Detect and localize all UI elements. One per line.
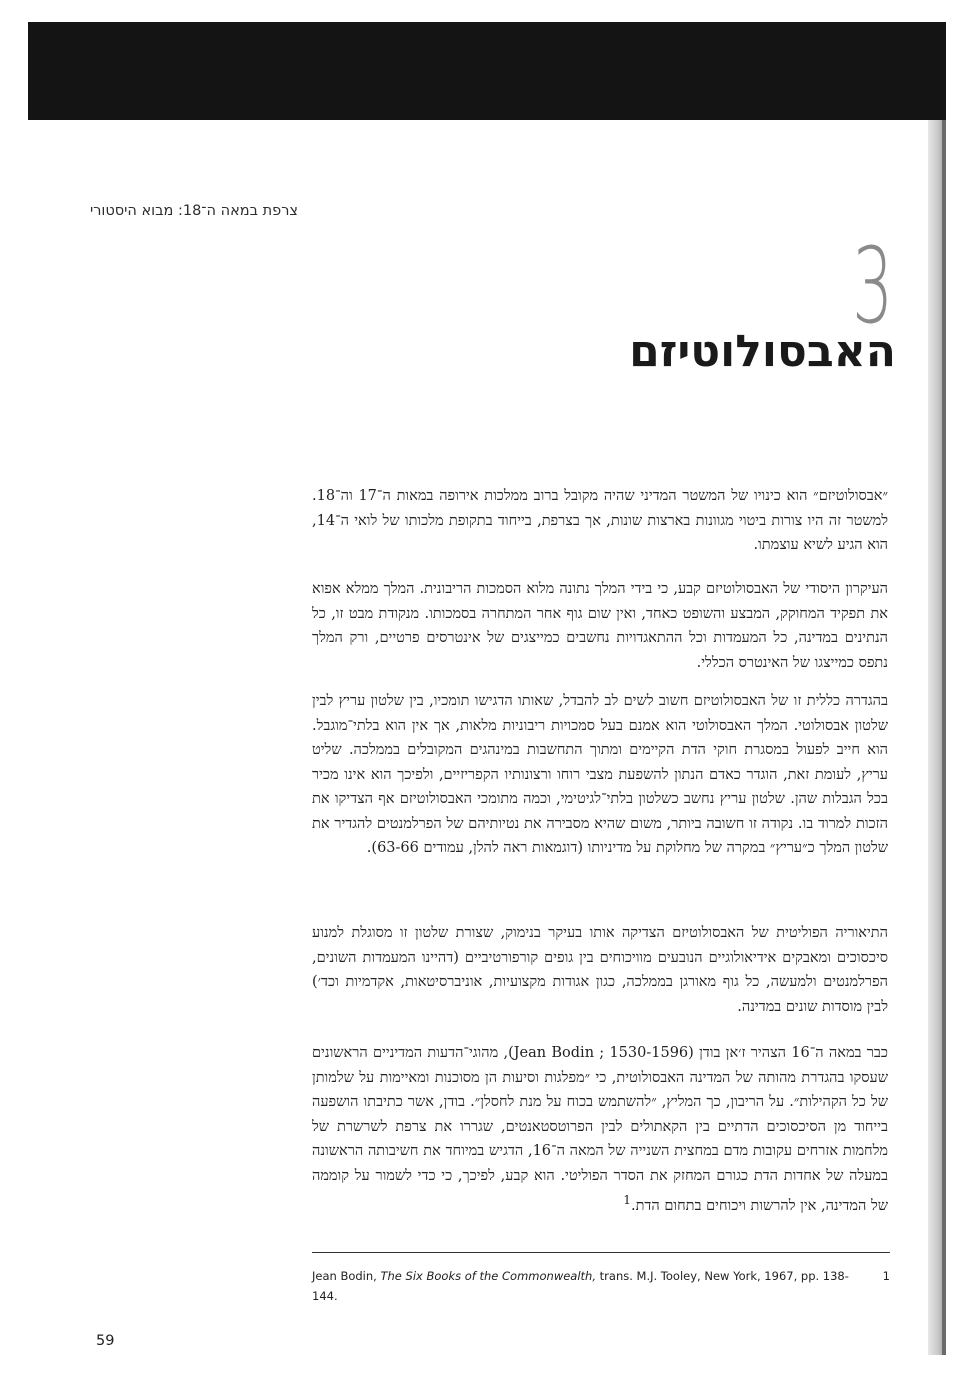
paragraph-text: ״אבסולוטיזם״ הוא כינויו של המשטר המדיני שהיה מקובל ברוב ממלכות אירופה במאות ה־17 וה־18. למשטר זה היו צורות ביטוי מגוונות בארצות שונות, אך בצרפת, בייחוד בתקופת מלכותו של לואי ה־14, הוא הגיע לשיא עוצמתו. bbox=[312, 488, 888, 553]
paragraph-text bbox=[312, 1041, 888, 1218]
paragraph-5-text: כבר במאה ה־16 הצהיר ז׳אן בודן (Jean Bodin ; 1530-1596), מהוגי־הדעות המדיניים הראשונים שעסקו בהגדרת מהותה של המדינה האבסולוטית, כי ״מפלגות וסיעות הן מסוכנות ומאיימות על שלמותן של כל הקהילות״. על הריבון, כך המליץ, ״להשתמש בכוח על מנת לחסלן״. בודן, אשר כתיבתו הושפעה בייחוד מן הסיכסוכים הדתיים בין הקאתולים לבין הפרוטסטאנטים, שגררו את צרפת לשרשרת של מלחמות אזרחים עקובות מדם במחצית השנייה של המאה ה־16, הדגיש במיוחד את חשיבותה הראשונה במעלה של אחדות הדת כגורם המחזק את הסדר הפוליטי. הוא קבע, לפיכך, כי כדי לשמור על קוממה של המדינה, אין להרשות ויכוחים בתחום הדת. bbox=[312, 1045, 889, 1214]
paragraph-1 bbox=[312, 484, 888, 558]
paragraph-text: בהגדרה כללית זו של האבסולוטיזם חשוב לשים לב להבדל, שאותו הדגישו תומכיו, בין שלטון עריץ לבין שלטון אבסולוטי. המלך האבסולוטי הוא אמנם בעל סמכויות ריבוניות מלאות, אך אין הוא בלתי־מוגבל. הוא חייב לפעול במסגרת חוקי הדת הקיימים ומתוך התחשבות במינהגים המקובלים בממלכה. שליט עריץ, לעומת זאת, הוגדר כאדם הנתון להשפעת מצבי רוחו ורצונותיו הקפריזיים, ולפיכך הוא אינו מכיר בכל הגבלות שהן. שלטון עריץ נחשב כשלטון בלתי־לגיטימי, וכמה מתומכי האבסולוטיזם אף הצדיקו את הזכות למרוד בו. נקודה זו חשובה ביותר, משום שהיא מסבירה את נטיותיהם של הפרלמנטים להגדיר את שלטון המלך כ״עריץ״ במקרה של מחלוקת על מדיניותו (דוגמאות ראה להלן, עמודים 63-66). bbox=[312, 693, 888, 856]
footnote-rest: trans. M.J. Tooley, New York, 1967, pp. 138-144. bbox=[312, 1269, 849, 1303]
paragraph-2 bbox=[312, 577, 888, 675]
running-head: צרפת במאה ה־18: מבוא היסטורי bbox=[89, 203, 298, 219]
footnote-text bbox=[312, 1266, 890, 1306]
footnote-number: 1 bbox=[882, 1269, 890, 1283]
footnote-author: Jean Bodin, bbox=[312, 1269, 377, 1283]
chapter-title: האבסולוטיזם bbox=[629, 326, 896, 377]
paragraph-4 bbox=[312, 921, 888, 1019]
footnote-book-title: The Six Books of the Commonwealth, bbox=[380, 1269, 596, 1283]
paragraph-3 bbox=[312, 689, 888, 861]
paragraph-text: התיאוריה הפוליטית של האבסולוטיזם הצדיקה אותו בעיקר בנימוק, שצורת שלטון זו מסוגלת למנוע סיכסוכים ומאבקים אידיאולוגיים הנובעים מוויכוחים בין גופים קורפורטיביים (דהיינו המעמדות השונים, הפרלמנטים ולמעשה, כל גוף מאורגן בממלכה, כגון אגודות מקצועיות, אוניברסיטאות, אקדמיות וכד׳) לבין מוסדות שונים במדינה. bbox=[312, 925, 888, 1015]
scan-right-edge-dark bbox=[942, 120, 946, 1355]
footnote bbox=[312, 1266, 890, 1306]
page-number: 59 bbox=[96, 1333, 115, 1349]
paragraph-text: העיקרון היסודי של האבסולוטיזם קבע, כי בידי המלך נתונה מלוא הסמכות הריבונית. המלך ממלא אפוא את תפקיד המחוקק, המבצע והשופט כאחד, ואין שום גוף אחר המתחרה בסמכותו. מנקודת מבט זו, כל הנתינים במדינה, כל המעמדות וכל ההתאגדויות נחשבים כמייצגים של אינטרסים פרטיים, ורק המלך נתפס כמייצגו של האינטרס הכללי. bbox=[312, 581, 888, 671]
footnote-marker: 1 bbox=[623, 1193, 631, 1207]
scan-top-shadow bbox=[28, 22, 946, 120]
paragraph-5 bbox=[312, 1041, 888, 1218]
chapter-number: 3 bbox=[851, 225, 893, 347]
footnote-separator bbox=[312, 1252, 890, 1253]
